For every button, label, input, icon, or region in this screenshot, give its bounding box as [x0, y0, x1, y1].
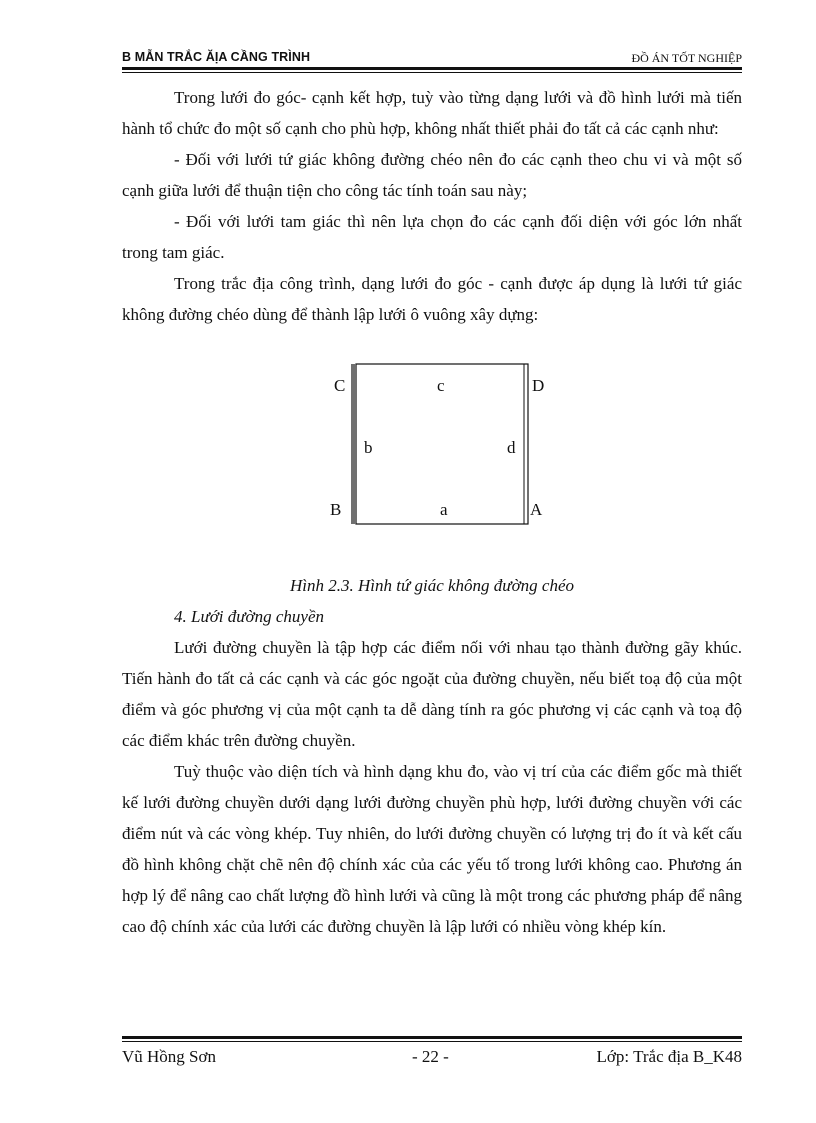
footer-rule-thick — [122, 1036, 742, 1039]
page-body — [122, 82, 742, 942]
footer-page-number: - 22 - — [412, 1047, 449, 1066]
footer-class: Lớp: Trắc địa B_K48 — [596, 1047, 742, 1066]
paragraph-1: Trong lưới đo góc- cạnh kết hợp, tuỳ vào từng dạng lưới và đồ hình lưới mà tiến hành tổ chức đo một số cạnh cho phù hợp, không nhất thiết phải đo tất cả các cạnh như: — [122, 88, 742, 138]
paragraph-2: - Đối với lưới tứ giác không đường chéo nên đo các cạnh theo chu vi và một số cạnh giữa lưới để thuận tiện cho công tác tính toán sau này; — [122, 150, 742, 200]
side-b-label: b — [364, 438, 373, 457]
header-title: B MẪN TRẮC ĂỊA CẦNG TRÌNH — [122, 50, 311, 64]
quadrilateral-diagram — [122, 330, 742, 570]
vertex-a-label: A — [530, 500, 543, 519]
side-d-label: d — [507, 438, 516, 457]
side-a-label: a — [440, 500, 448, 519]
paragraph-5: Lưới đường chuyền là tập hợp các điểm nối với nhau tạo thành đường gãy khúc. Tiến hành đo tất cả các cạnh và các góc ngoặt của đường chuyền, nếu biết toạ độ của một điểm và góc phương vị của một cạnh ta dễ dàng tính ra góc phương vị các cạnh và toạ độ các điểm khác trên đường chuyền. — [122, 638, 742, 750]
paragraph-3: - Đối với lưới tam giác thì nên lựa chọn đo các cạnh đối diện với góc lớn nhất trong tam giác. — [122, 212, 742, 262]
header-rule-thin — [122, 72, 742, 73]
page-footer — [122, 1047, 742, 1069]
paragraph-6: Tuỳ thuộc vào diện tích và hình dạng khu đo, vào vị trí của các điểm gốc mà thiết kế lưới đường chuyền dưới dạng lưới đường chuyền phù hợp, lưới đường chuyền với các điểm nút và các vòng khép. Tuy nhiên, do lưới đường chuyền có lượng trị đo ít và kết cấu đồ hình không chặt chẽ nên độ chính xác của các yếu tố trong lưới không cao. Phương án hợp lý để nâng cao chất lượng đồ hình lưới và cũng là một trong các phương pháp để nâng cao độ chính xác của lưới các đường chuyền là lập lưới có nhiều vòng khép kín. — [122, 762, 742, 936]
section-heading: 4. Lưới đường chuyền — [174, 607, 325, 626]
vertex-d-label: D — [532, 376, 545, 395]
paragraph-4: Trong trắc địa công trình, dạng lưới đo góc - cạnh được áp dụng là lưới tứ giác không đường chéo dùng để thành lập lưới ô vuông xây dựng: — [122, 274, 742, 324]
quadrilateral-figure — [122, 330, 742, 570]
header-rule-thick — [122, 67, 742, 70]
header-doc-type: ĐỒ ÁN TỐT NGHIỆP — [631, 51, 742, 65]
figure-caption: Hình 2.3. Hình tứ giác không đường chéo — [290, 576, 574, 595]
side-c-label: c — [437, 376, 445, 395]
vertex-b-label: B — [330, 500, 342, 519]
vertex-c-label: C — [334, 376, 346, 395]
footer-rule-thin — [122, 1041, 742, 1042]
footer-author: Vũ Hồng Sơn — [122, 1047, 216, 1066]
